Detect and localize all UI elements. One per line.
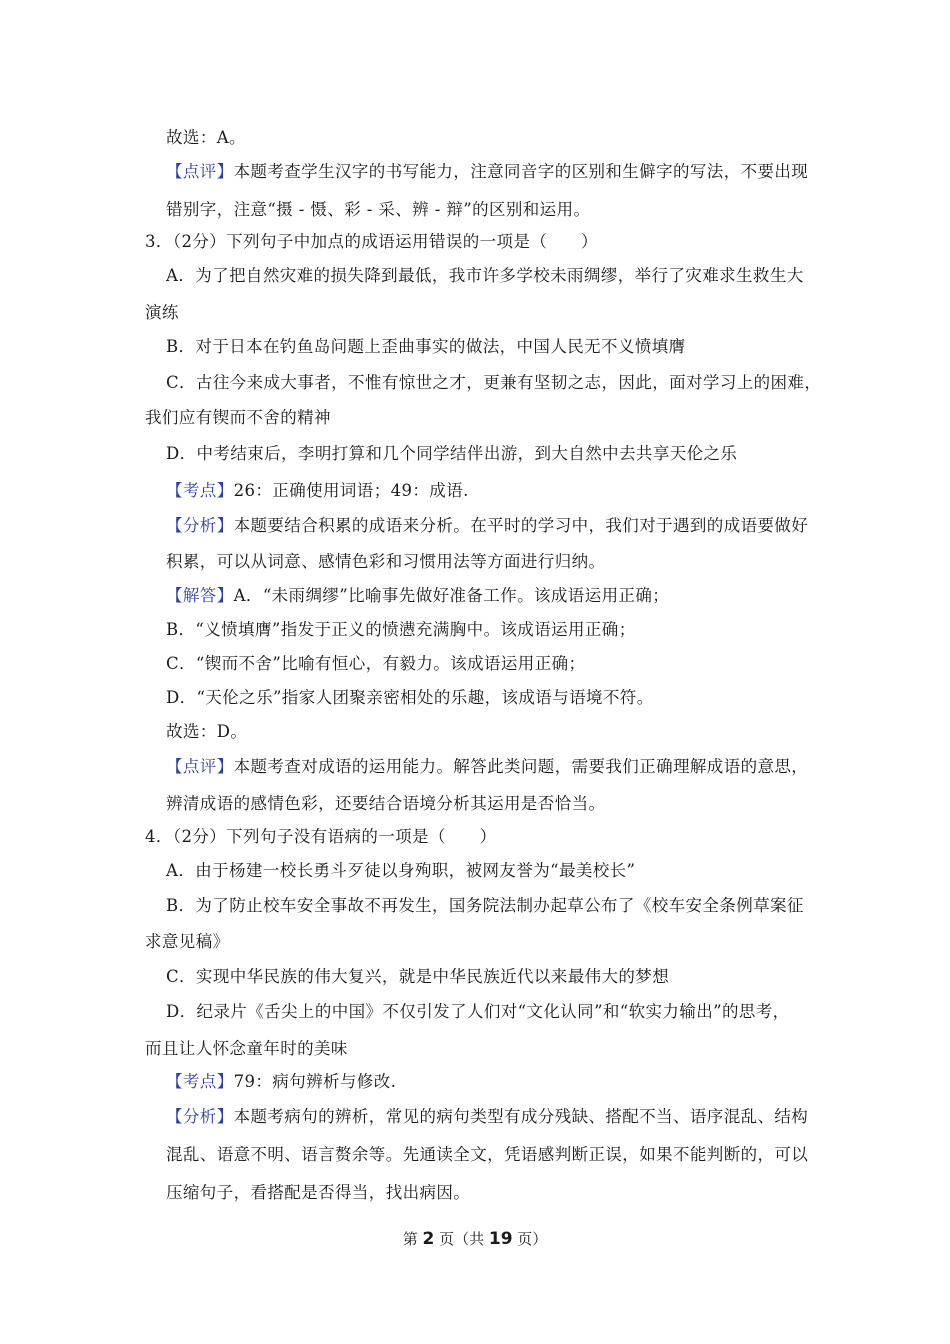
q2-comment-line-2: 错别字，注意“摄 - 慑、彩 - 采、辨 - 辩”的区别和运用。 (166, 200, 591, 219)
q3-answer: 故选：D。 (166, 722, 248, 741)
comment-text: 本题考查学生汉字的书写能力，注意同音字的区别和生僻字的写法，不要出现 (233, 162, 809, 181)
q4-option-b-line-2: 求意见稿》 (145, 932, 230, 951)
kaodian-text: 26：正确使用词语；49：成语. (233, 481, 469, 500)
q3-jieda-b: B．“义愤填膺”指发于正义的愤懑充满胸中。该成语运用正确； (166, 620, 636, 639)
fenxi-tag: 【分析】 (166, 516, 234, 535)
q4-option-a: A．由于杨建一校长勇斗歹徒以身殉职，被网友誉为“最美校长” (166, 861, 636, 880)
q4-stem: 4．（2分）下列句子没有语病的一项是（ ） (145, 827, 497, 846)
jieda-text: A．“未雨绸缪”比喻事先做好准备工作。该成语运用正确； (233, 586, 670, 605)
q3-option-d: D．中考结束后，李明打算和几个同学结伴出游，到大自然中去共享天伦之乐 (166, 444, 738, 463)
q3-option-a-line-2: 演练 (145, 303, 179, 322)
q3-comment-line-2: 辨清成语的感情色彩，还要结合语境分析其运用是否恰当。 (166, 794, 606, 813)
q3-fenxi-line-2: 积累，可以从词意、感情色彩和习惯用法等方面进行归纳。 (166, 552, 606, 571)
q4-option-c: C．实现中华民族的伟大复兴，就是中华民族近代以来最伟大的梦想 (166, 967, 670, 986)
kaodian-tag: 【考点】 (166, 1072, 234, 1091)
q4-option-d-line-1: D．纪录片《舌尖上的中国》不仅引发了人们对“文化认同”和“软实力输出”的思考， (166, 1002, 790, 1021)
page-footer (0, 1228, 950, 1249)
q4-kaodian (166, 1072, 396, 1092)
q4-option-b-line-1: B．为了防止校车安全事故不再发生，国务院法制办起草公布了《校车安全条例草案征 (166, 896, 804, 915)
footer-middle: 页（共 (434, 1230, 489, 1248)
q3-jieda-d: D．“天伦之乐”指家人团聚亲密相处的乐趣，该成语与语境不符。 (166, 688, 654, 707)
q4-fenxi-line-2: 混乱、语意不明、语言赘余等。先通读全文，凭语感判断正误，如果不能判断的，可以 (166, 1145, 809, 1164)
q3-option-c-line-1: C．古往今来成大事者，不惟有惊世之才，更兼有坚韧之志，因此，面对学习上的困难， (166, 373, 822, 392)
comment-tag: 【点评】 (166, 162, 234, 181)
footer-prefix: 第 (402, 1230, 423, 1248)
jieda-tag: 【解答】 (166, 586, 234, 605)
comment-text: 本题考查对成语的运用能力。解答此类问题，需要我们正确理解成语的意思， (233, 757, 809, 776)
q3-stem: 3．（2分）下列句子中加点的成语运用错误的一项是（ ） (145, 232, 598, 251)
fenxi-text: 本题考病句的辨析，常见的病句类型有成分残缺、搭配不当、语序混乱、结构 (233, 1107, 809, 1126)
total-pages: 19 (488, 1229, 513, 1249)
kaodian-text: 79：病句辨析与修改. (233, 1072, 397, 1091)
q3-jieda-a (166, 586, 669, 606)
footer-suffix: 页） (512, 1230, 548, 1248)
q2-answer: 故选：A。 (166, 128, 246, 147)
page-number: 2 (422, 1229, 435, 1249)
q2-comment-line-1 (166, 162, 808, 182)
q3-option-c-line-2: 我们应有锲而不舍的精神 (145, 408, 331, 427)
kaodian-tag: 【考点】 (166, 481, 234, 500)
q4-fenxi-line-3: 压缩句子，看搭配是否得当，找出病因。 (166, 1183, 471, 1202)
q3-option-b: B．对于日本在钓鱼岛问题上歪曲事实的做法，中国人民无不义愤填膺 (166, 337, 686, 356)
q4-fenxi-line-1 (166, 1107, 808, 1127)
q3-fenxi-line-1 (166, 516, 808, 536)
q3-jieda-c: C．“锲而不舍”比喻有恒心，有毅力。该成语运用正确； (166, 654, 586, 673)
fenxi-tag: 【分析】 (166, 1107, 234, 1126)
q4-option-d-line-2: 而且让人怀念童年时的美味 (145, 1039, 348, 1058)
q3-comment-line-1 (166, 757, 808, 777)
fenxi-text: 本题要结合积累的成语来分析。在平时的学习中，我们对于遇到的成语要做好 (233, 516, 809, 535)
comment-tag: 【点评】 (166, 757, 234, 776)
q3-kaodian (166, 481, 469, 501)
q3-option-a-line-1: A．为了把自然灾难的损失降到最低，我市许多学校未雨绸缪，举行了灾难求生救生大 (166, 266, 804, 285)
